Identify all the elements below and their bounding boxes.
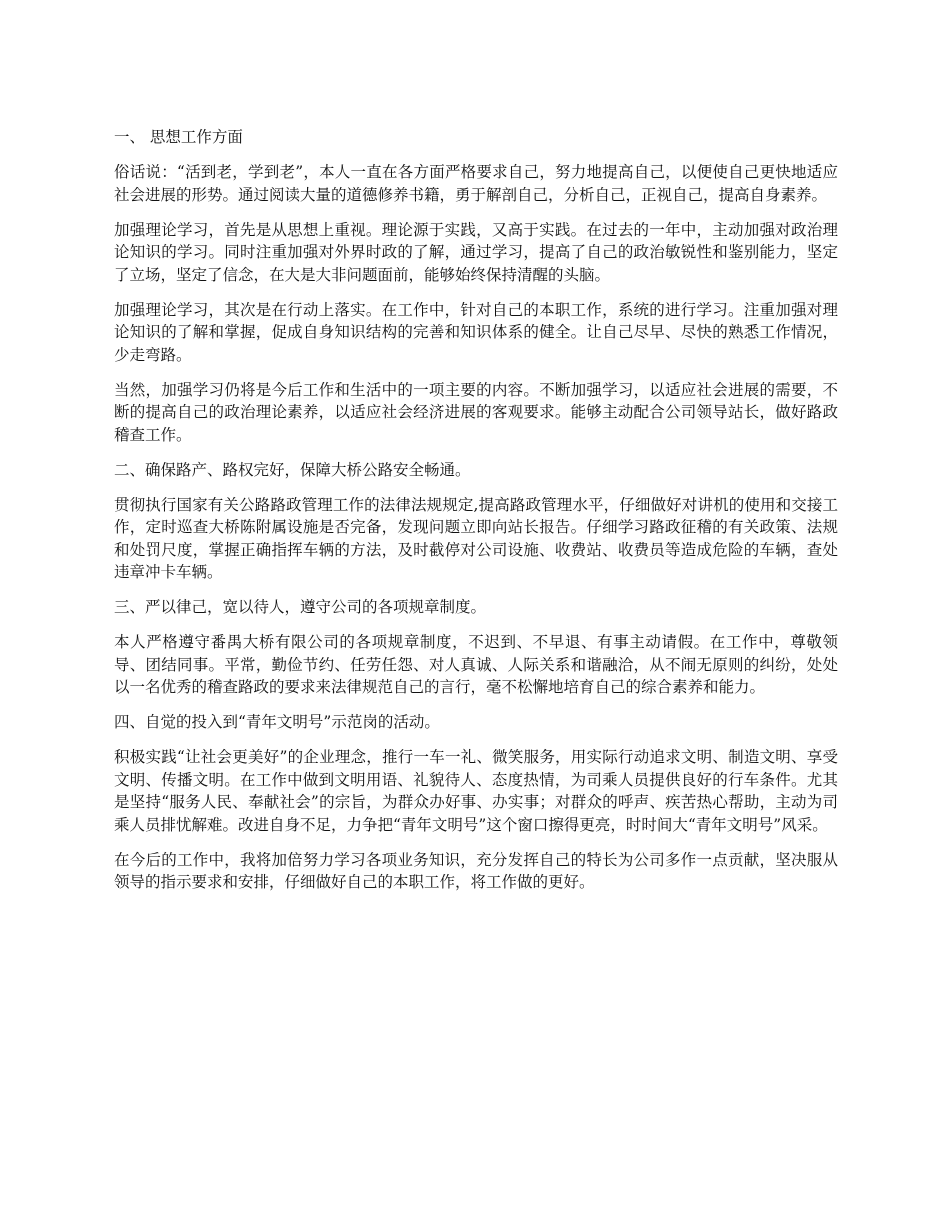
paragraph-8: 在今后的工作中，我将加倍努力学习各项业务知识，充分发挥自己的特长为公司多作一点贡献，坚决服从领导的指示要求和安排，仔细做好自己的本职工作，将工作做的更好。: [114, 850, 838, 891]
paragraph-3: 加强理论学习，其次是在行动上落实。在工作中，针对自己的本职工作，系统的进行学习。注重加强对理论知识的了解和掌握，促成自身知识结构的完善和知识体系的健全。让自己尽早、尽快的熟悉工作情况，少走弯路。: [114, 300, 838, 364]
paragraph-2: 加强理论学习，首先是从思想上重视。理论源于实践，又高于实践。在过去的一年中，主动加强对政治理论知识的学习。同时注重加强对外界时政的了解，通过学习，提高了自己的政治敏锐性和鉴别能力，坚定了立场，坚定了信念，在大是大非问题面前，能够始终保持清醒的头脑。: [114, 220, 838, 284]
paragraph-5: 贯彻执行国家有关公路路政管理工作的法律法规规定,提高路政管理水平，仔细做好对讲机的使用和交接工作，定时巡查大桥陈附属设施是否完备，发现问题立即向站长报告。仔细学习路政征稽的有关政策、法规和处罚尺度，掌握正确指挥车辆的方法，及时截停对公司设施、收费站、收费员等造成危险的车辆，查处违章冲卡车辆。: [114, 495, 838, 581]
paragraph-7: 积极实践“让社会更美好”的企业理念，推行一车一礼、微笑服务，用实际行动追求文明、制造文明、享受文明、传播文明。在工作中做到文明用语、礼貌待人、态度热情，为司乘人员提供良好的行车条件。尤其是坚持“服务人民、奉献社会”的宗旨，为群众办好事、办实事；对群众的呼声、疾苦热心帮助，主动为司乘人员排忧解难。改进自身不足，力争把“青年文明号”这个窗口擦得更亮，时时间大“青年文明号”风采。: [114, 748, 838, 834]
section-heading-4: 四、自觉的投入到“青年文明号”示范岗的活动。: [114, 713, 440, 731]
section-heading-2: 二、确保路产、路权完好，保障大桥公路安全畅通。: [114, 460, 471, 479]
section-heading-1: 一、 思想工作方面: [114, 128, 243, 146]
paragraph-6: 本人严格遵守番禺大桥有限公司的各项规章制度，不迟到、不早退、有事主动请假。在工作中，尊敬领导、团结同事。平常，勤俭节约、任劳任怨、对人真诚、人际关系和谐融洽，从不闹无原则的纠纷，处处以一名优秀的稽查路政的要求来法律规范自己的言行，毫不松懈地培育自己的综合素养和能力。: [114, 633, 838, 696]
document-body: [114, 126, 838, 906]
section-heading-3: 三、严以律己，宽以待人，遵守公司的各项规章制度。: [114, 598, 487, 616]
paragraph-4: 当然，加强学习仍将是今后工作和生活中的一项主要的内容。不断加强学习，以适应社会进展的需要，不断的提高自己的政治理论素养，以适应社会经济进展的客观要求。能够主动配合公司领导站长，做好路政稽查工作。: [114, 380, 838, 444]
paragraph-1: 俗话说：“活到老，学到老”，本人一直在各方面严格要求自己，努力地提高自己，以便使自己更快地适应社会进展的形势。通过阅读大量的道德修养书籍，勇于解剖自己，分析自己，正视自己，提高自身素养。: [114, 163, 838, 204]
